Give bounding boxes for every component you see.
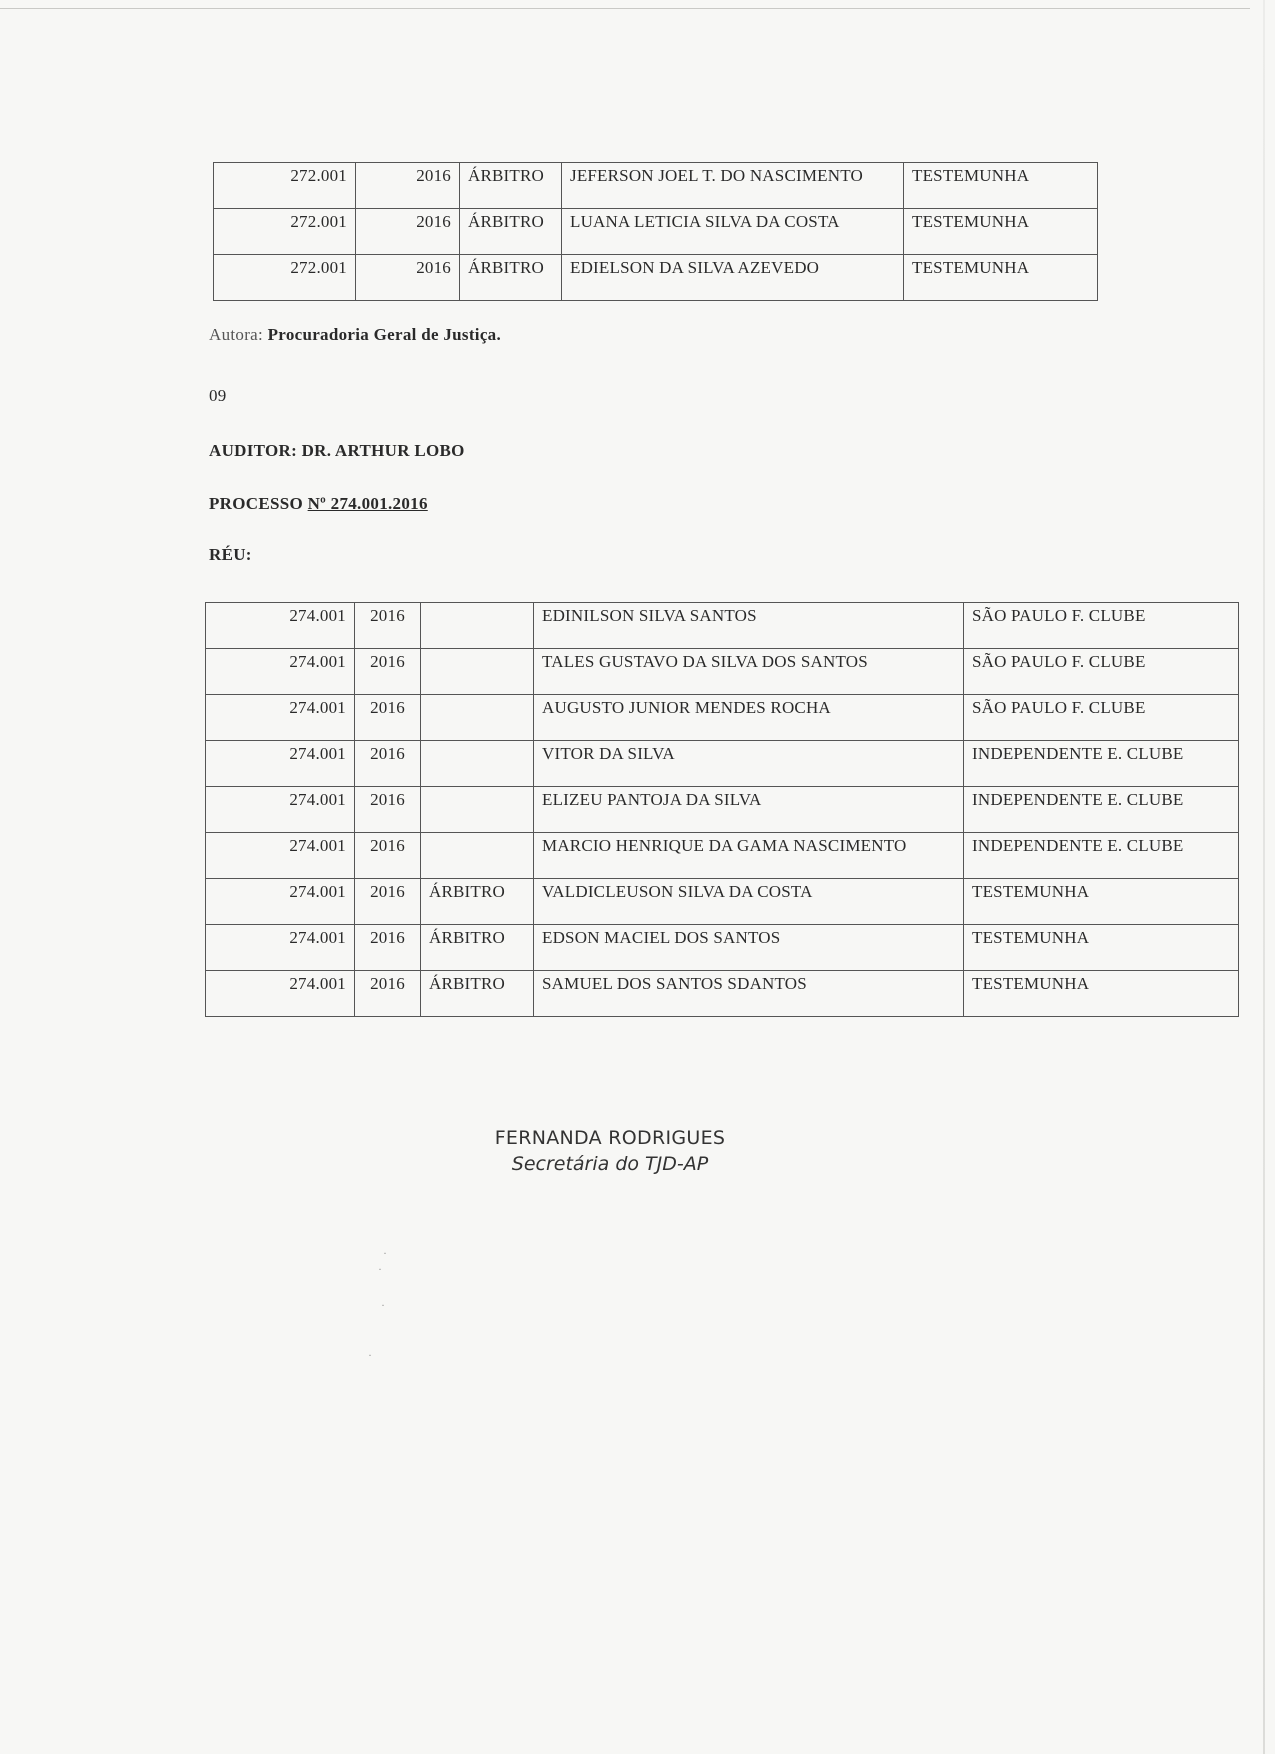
table-row [214,209,1098,255]
role-cell: ÁRBITRO [460,163,562,209]
name-cell: MARCIO HENRIQUE DA GAMA NASCIMENTO [534,833,964,879]
role-cell [421,695,534,741]
club-cell: SÃO PAULO F. CLUBE [964,603,1239,649]
status-cell: TESTEMUNHA [904,163,1098,209]
name-cell: ELIZEU PANTOJA DA SILVA [534,787,964,833]
process-cell: 274.001 [206,649,355,695]
name-cell: EDINILSON SILVA SANTOS [534,603,964,649]
process-cell: 274.001 [206,925,355,971]
process-cell: 272.001 [214,255,356,301]
club-cell: SÃO PAULO F. CLUBE [964,695,1239,741]
processo-number: Nº 274.001.2016 [307,494,428,513]
table-row [206,695,1239,741]
table-row [206,603,1239,649]
club-cell: SÃO PAULO F. CLUBE [964,649,1239,695]
status-cell: TESTEMUNHA [904,209,1098,255]
process-cell: 274.001 [206,741,355,787]
table-row [214,163,1098,209]
year-cell: 2016 [355,879,421,925]
year-cell: 2016 [356,163,460,209]
role-cell [421,833,534,879]
autora-value: Procuradoria Geral de Justiça. [267,325,502,344]
role-cell: ÁRBITRO [460,209,562,255]
process-cell: 274.001 [206,879,355,925]
scan-speck: · [383,1246,387,1260]
autora-label: Autora: [209,325,264,344]
scan-speck: · [378,1262,382,1276]
witness-table-272 [213,162,1098,301]
signatory-name: FERNANDA RODRIGUES [494,1127,726,1149]
processo-heading [209,494,428,514]
name-cell: VITOR DA SILVA [534,741,964,787]
year-cell: 2016 [355,603,421,649]
table-row [206,833,1239,879]
name-cell: LUANA LETICIA SILVA DA COSTA [562,209,904,255]
process-cell: 274.001 [206,603,355,649]
club-cell: INDEPENDENTE E. CLUBE [964,741,1239,787]
club-cell: INDEPENDENTE E. CLUBE [964,833,1239,879]
section-number: 09 [209,386,227,405]
process-cell: 272.001 [214,209,356,255]
auditor-heading: AUDITOR: DR. ARTHUR LOBO [209,441,465,460]
year-cell: 2016 [355,787,421,833]
club-cell: TESTEMUNHA [964,925,1239,971]
name-cell: EDSON MACIEL DOS SANTOS [534,925,964,971]
page-right-edge [1263,0,1265,1754]
scan-speck: · [368,1348,372,1362]
role-cell: ÁRBITRO [421,971,534,1017]
process-cell: 274.001 [206,787,355,833]
role-cell: ÁRBITRO [460,255,562,301]
defendants-table-274 [205,602,1239,1017]
club-cell: INDEPENDENTE E. CLUBE [964,787,1239,833]
name-cell: JEFERSON JOEL T. DO NASCIMENTO [562,163,904,209]
name-cell: SAMUEL DOS SANTOS SDANTOS [534,971,964,1017]
year-cell: 2016 [355,649,421,695]
role-cell [421,649,534,695]
year-cell: 2016 [356,255,460,301]
year-cell: 2016 [355,971,421,1017]
process-cell: 274.001 [206,971,355,1017]
signature-block [440,1127,780,1175]
year-cell: 2016 [355,741,421,787]
table-row [206,971,1239,1017]
club-cell: TESTEMUNHA [964,971,1239,1017]
year-cell: 2016 [355,833,421,879]
table-row [206,787,1239,833]
process-cell: 272.001 [214,163,356,209]
club-cell: TESTEMUNHA [964,879,1239,925]
role-cell [421,741,534,787]
name-cell: VALDICLEUSON SILVA DA COSTA [534,879,964,925]
processo-label: PROCESSO [209,494,304,513]
process-cell: 274.001 [206,833,355,879]
table-row [206,649,1239,695]
table-row [206,741,1239,787]
role-cell [421,787,534,833]
year-cell: 2016 [355,695,421,741]
status-cell: TESTEMUNHA [904,255,1098,301]
reu-label: RÉU: [209,545,252,564]
scan-speck: · [381,1298,385,1312]
table-row [206,925,1239,971]
role-cell: ÁRBITRO [421,879,534,925]
year-cell: 2016 [356,209,460,255]
autora-line [209,325,501,345]
name-cell: AUGUSTO JUNIOR MENDES ROCHA [534,695,964,741]
name-cell: TALES GUSTAVO DA SILVA DOS SANTOS [534,649,964,695]
table-row [206,879,1239,925]
signatory-role: Secretária do TJD-AP [511,1153,709,1175]
year-cell: 2016 [355,925,421,971]
table-row [214,255,1098,301]
name-cell: EDIELSON DA SILVA AZEVEDO [562,255,904,301]
page-top-edge [0,8,1250,9]
process-cell: 274.001 [206,695,355,741]
role-cell [421,603,534,649]
role-cell: ÁRBITRO [421,925,534,971]
